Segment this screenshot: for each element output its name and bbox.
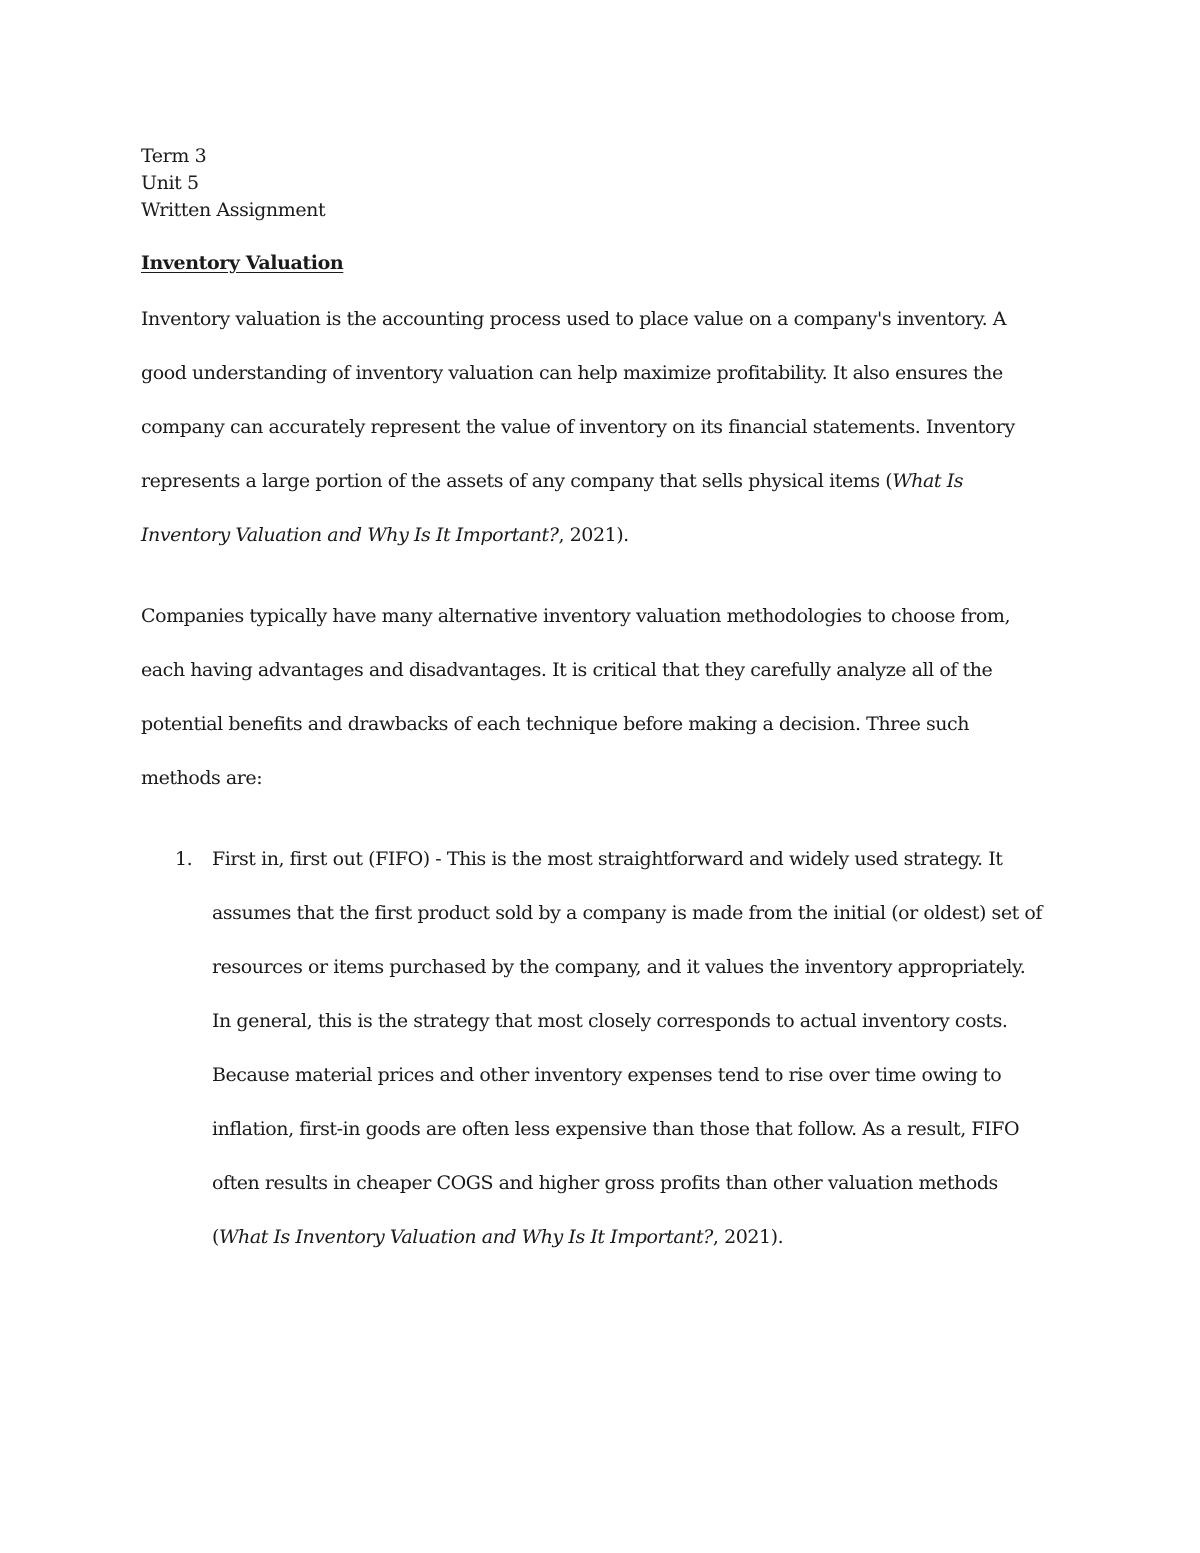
citation-open: ( <box>212 1226 219 1248</box>
unit-label: Unit 5 <box>141 172 199 194</box>
list-line: In general, this is the strategy that most closely corresponds to actual inventory costs. <box>212 1010 1008 1032</box>
methods-list <box>141 832 1081 1264</box>
list-line: inflation, first-in goods are often less expensive than those that follow. As a result, FIFO <box>212 1118 1020 1140</box>
paragraph-line <box>141 454 1041 508</box>
list-line <box>212 1210 1081 1264</box>
list-number: 1. <box>175 848 193 870</box>
citation-year: , 2021). <box>712 1226 784 1248</box>
paragraph-line: potential benefits and drawbacks of each technique before making a decision. Three such <box>141 713 970 735</box>
list-item <box>141 832 1081 1264</box>
paragraph-line: methods are: <box>141 767 263 789</box>
paragraph-line: company can accurately represent the value of inventory on its financial statements. Inventory <box>141 416 1015 438</box>
paragraph-line <box>141 508 1041 562</box>
paragraph-text: represents a large portion of the assets of any company that sells physical items ( <box>141 470 893 492</box>
paragraph-line: good understanding of inventory valuation can help maximize profitability. It also ensures the <box>141 362 1003 384</box>
assignment-label: Written Assignment <box>141 199 326 221</box>
paragraph-line: each having advantages and disadvantages. It is critical that they carefully analyze all of the <box>141 659 993 681</box>
citation-title: Inventory Valuation and Why Is It Important? <box>141 524 559 546</box>
list-line: First in, first out (FIFO) - This is the most straightforward and widely used strategy. It <box>212 848 1003 870</box>
citation-year: , 2021). <box>558 524 629 546</box>
intro-paragraph <box>141 292 1041 562</box>
citation-title: What Is <box>892 470 964 492</box>
term-label: Term 3 <box>141 145 207 167</box>
section-title: Inventory Valuation <box>141 252 344 274</box>
list-line: often results in cheaper COGS and higher gross profits than other valuation methods <box>212 1172 998 1194</box>
paragraph-line: Companies typically have many alternative inventory valuation methodologies to choose from, <box>141 605 1011 627</box>
citation-title: What Is Inventory Valuation and Why Is It Important? <box>218 1226 713 1248</box>
list-line: resources or items purchased by the company, and it values the inventory appropriately. <box>212 956 1026 978</box>
assignment-header <box>141 143 325 224</box>
paragraph-line: Inventory valuation is the accounting process used to place value on a company's inventory. A <box>141 308 1007 330</box>
list-line: Because material prices and other inventory expenses tend to rise over time owing to <box>212 1064 1002 1086</box>
list-line: assumes that the first product sold by a company is made from the initial (or oldest) set of <box>212 902 1042 924</box>
methods-paragraph <box>141 589 1041 805</box>
